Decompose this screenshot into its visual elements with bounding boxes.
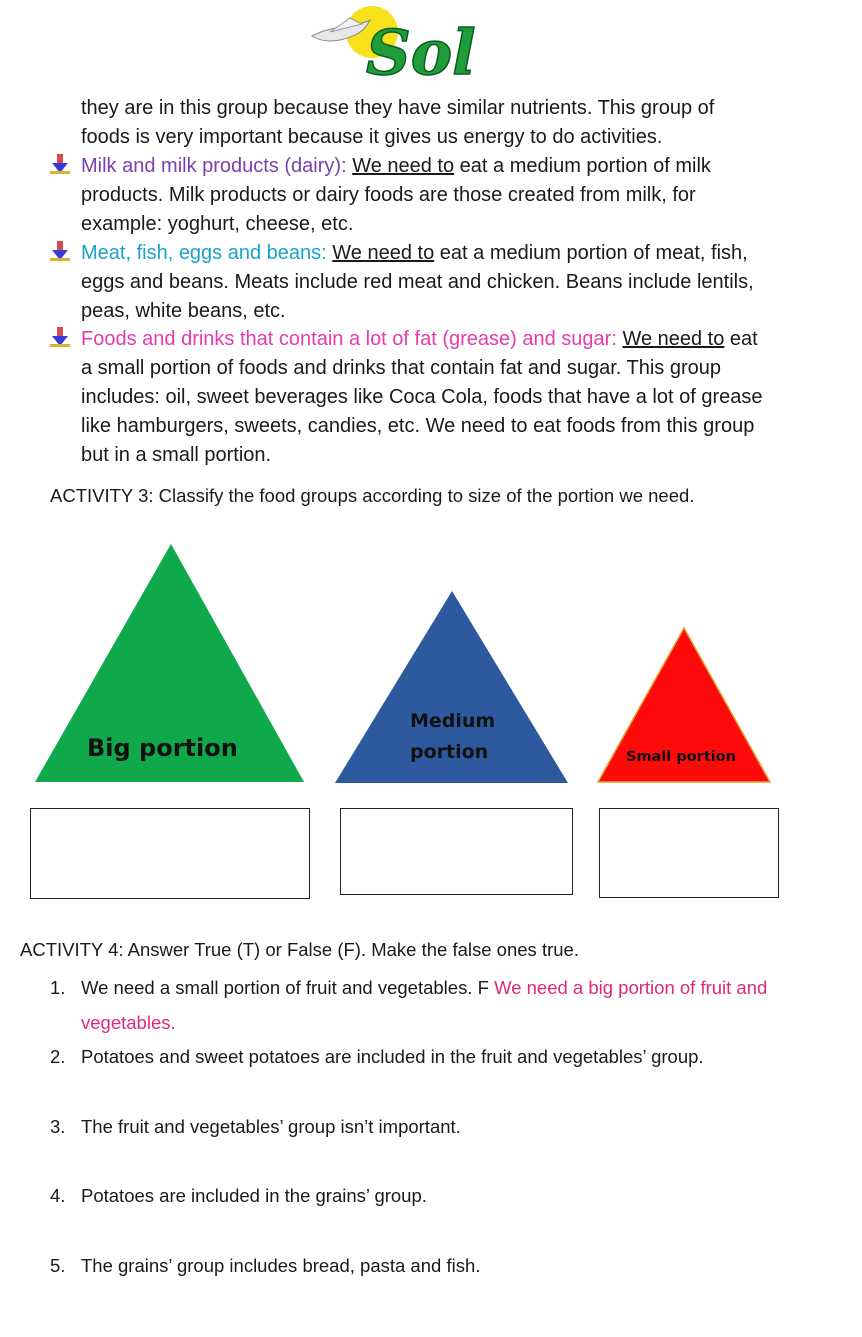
arrow-bullet-icon bbox=[50, 154, 70, 174]
dairy-need: We need to bbox=[352, 155, 455, 177]
intro-line-1: they are in this group because they have similar nutrients. This group of bbox=[81, 97, 715, 119]
fat-line-1 bbox=[81, 325, 841, 354]
question-4 bbox=[0, 1184, 862, 1214]
question-2 bbox=[0, 1045, 862, 1075]
question-3 bbox=[0, 1115, 862, 1145]
intro-line-2: foods is very important because it gives us energy to do activities. bbox=[81, 126, 663, 148]
dairy-line-2: products. Milk products or dairy foods are those created from milk, for bbox=[81, 184, 696, 206]
meat-heading: Meat, fish, eggs and beans: bbox=[81, 242, 327, 264]
fat-line-3: includes: oil, sweet beverages like Coca Cola, foods that have a lot of grease bbox=[81, 386, 763, 408]
meat-line-1 bbox=[81, 239, 841, 268]
sol-logo-graphic bbox=[310, 2, 492, 84]
dairy-heading: Milk and milk products (dairy): bbox=[81, 155, 347, 177]
question-text: Potatoes and sweet potatoes are included in the fruit and vegetables’ group. bbox=[81, 1046, 704, 1067]
question-number: 2. bbox=[50, 1046, 66, 1067]
fat-line-4: like hamburgers, sweets, candies, etc. We need to eat foods from this group bbox=[81, 415, 755, 437]
meat-rest: eat a medium portion of meat, fish, bbox=[434, 242, 748, 264]
question-1-line bbox=[81, 976, 767, 1000]
answer-line-1: We need a big portion of fruit and bbox=[494, 977, 768, 998]
question-text: The fruit and vegetables’ group isn’t important. bbox=[81, 1116, 461, 1137]
meat-line-2: eggs and beans. Meats include red meat and chicken. Beans include lentils, bbox=[81, 271, 754, 293]
logo-text: Sol bbox=[366, 16, 476, 84]
question-1 bbox=[0, 976, 862, 1036]
small-portion-answer-box[interactable] bbox=[599, 808, 779, 898]
medium-portion-answer-box[interactable] bbox=[340, 808, 573, 895]
question-number: 5. bbox=[50, 1255, 66, 1276]
question-text: We need a small portion of fruit and vegetables. F bbox=[81, 977, 489, 998]
big-portion-label: Big portion bbox=[87, 734, 238, 762]
fat-line-5: but in a small portion. bbox=[81, 444, 272, 466]
big-portion-answer-box[interactable] bbox=[30, 808, 310, 899]
question-5 bbox=[0, 1254, 862, 1284]
question-number: 3. bbox=[50, 1116, 66, 1137]
fat-need: We need to bbox=[622, 328, 725, 350]
question-number: 1. bbox=[50, 977, 66, 998]
medium-portion-label-1: Medium bbox=[410, 710, 496, 732]
fat-rest: eat bbox=[724, 328, 758, 350]
sol-logo bbox=[310, 2, 492, 84]
small-portion-label: Small portion bbox=[626, 749, 737, 765]
arrow-bullet-icon bbox=[50, 241, 70, 261]
fat-heading: Foods and drinks that contain a lot of fat (grease) and sugar: bbox=[81, 328, 617, 350]
meat-line-3: peas, white beans, etc. bbox=[81, 300, 286, 322]
fat-line-2: a small portion of foods and drinks that contain fat and sugar. This group bbox=[81, 357, 722, 379]
dairy-line-3: example: yoghurt, cheese, etc. bbox=[81, 213, 354, 235]
answer-line-2: vegetables. bbox=[81, 1012, 176, 1033]
medium-portion-label-2: portion bbox=[410, 741, 489, 763]
arrow-bullet-icon bbox=[50, 327, 70, 347]
activity-3-title: ACTIVITY 3: Classify the food groups according to size of the portion we need. bbox=[50, 485, 695, 506]
question-number: 4. bbox=[50, 1185, 66, 1206]
question-text: Potatoes are included in the grains’ group. bbox=[81, 1185, 427, 1206]
meat-need: We need to bbox=[332, 242, 435, 264]
activity-4-title: ACTIVITY 4: Answer True (T) or False (F). Make the false ones true. bbox=[20, 939, 579, 960]
dairy-rest: eat a medium portion of milk bbox=[454, 155, 711, 177]
question-text: The grains’ group includes bread, pasta and fish. bbox=[81, 1255, 481, 1276]
dairy-line-1 bbox=[81, 152, 841, 181]
